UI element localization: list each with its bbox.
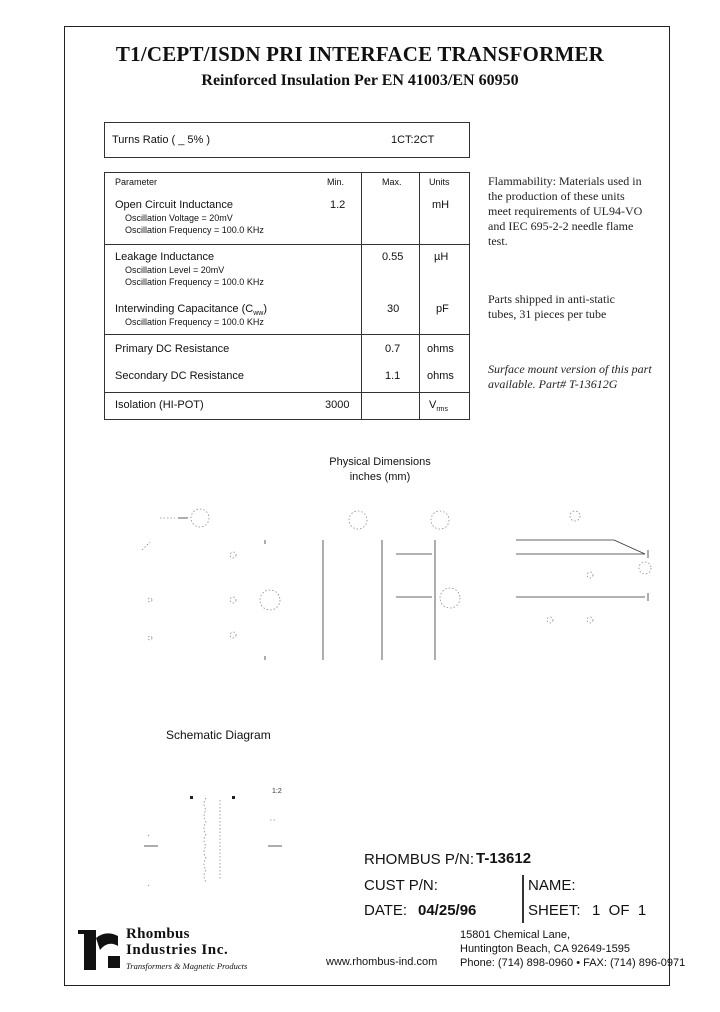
ocl-label: Open Circuit Inductance bbox=[115, 199, 234, 211]
dimension-drawings bbox=[120, 500, 670, 680]
dimensions-heading: Physical Dimensions bbox=[329, 456, 431, 468]
note-line: available. Part# T-13612G bbox=[488, 377, 618, 391]
isolation-units-sub: rms bbox=[436, 406, 449, 414]
flammability-note bbox=[488, 174, 663, 249]
primary-dcr-units: ohms bbox=[427, 343, 454, 355]
col-divider-min bbox=[361, 173, 362, 419]
primary-dcr-max: 0.7 bbox=[385, 343, 401, 355]
note-line: tubes, 31 pieces per tube bbox=[488, 307, 607, 321]
schematic-ratio: 1:2 bbox=[272, 788, 282, 795]
rhombus-logo-icon bbox=[76, 926, 124, 972]
col-divider-max bbox=[419, 173, 420, 419]
secondary-dcr-units: ohms bbox=[427, 370, 454, 382]
turns-ratio-value: 1CT:2CT bbox=[391, 134, 435, 146]
page-subtitle: Reinforced Insulation Per EN 41003/EN 60950 bbox=[201, 72, 519, 89]
note-line: Parts shipped in anti-static bbox=[488, 292, 615, 306]
interwinding-label bbox=[115, 303, 267, 317]
leakage-units: µH bbox=[434, 251, 449, 263]
company-tagline: Transformers & Magnetic Products bbox=[126, 961, 248, 971]
note-line: Surface mount version of this part bbox=[488, 362, 652, 376]
interwinding-max: 30 bbox=[387, 303, 400, 315]
company-name-line2: Industries Inc. bbox=[126, 942, 229, 958]
row-divider bbox=[105, 334, 469, 335]
interwinding-condition: Oscillation Frequency = 100.0 KHz bbox=[125, 317, 264, 327]
header-units: Units bbox=[429, 177, 450, 187]
dimensions-title bbox=[300, 455, 460, 485]
turns-ratio-label: Turns Ratio ( _ 5% ) bbox=[112, 134, 211, 146]
interwinding-label-sub: ww bbox=[253, 310, 264, 318]
sheet-label: SHEET: bbox=[528, 902, 581, 919]
header-min: Min. bbox=[327, 177, 345, 187]
rhombus-pn-label: RHOMBUS P/N: bbox=[364, 851, 475, 868]
note-line: the production of these units bbox=[488, 189, 625, 203]
ocl-condition: Oscillation Frequency = 100.0 KHz bbox=[125, 225, 264, 235]
shipping-note bbox=[488, 292, 663, 322]
leakage-label: Leakage Inductance bbox=[115, 251, 215, 263]
company-website[interactable]: www.rhombus-ind.com bbox=[326, 956, 438, 968]
ocl-units: mH bbox=[432, 199, 450, 211]
ocl-min: 1.2 bbox=[330, 199, 346, 211]
row-divider bbox=[105, 392, 469, 393]
schematic-title: Schematic Diagram bbox=[166, 728, 271, 742]
secondary-dcr-max: 1.1 bbox=[385, 370, 401, 382]
smd-note bbox=[488, 362, 668, 392]
header-parameter: Parameter bbox=[115, 177, 158, 187]
company-address bbox=[460, 928, 685, 970]
page-title: T1/CEPT/ISDN PRI INTERFACE TRANSFORMER bbox=[115, 42, 605, 66]
isolation-units-text: V bbox=[429, 399, 437, 411]
phone-fax: Phone: (714) 898-0960 • FAX: (714) 896-0971 bbox=[460, 957, 686, 969]
interwinding-units: pF bbox=[436, 303, 449, 315]
isolation-min: 3000 bbox=[325, 399, 350, 411]
spec-table bbox=[104, 172, 470, 420]
cust-pn-label: CUST P/N: bbox=[364, 877, 438, 894]
isolation-units bbox=[429, 399, 448, 413]
primary-dcr-label: Primary DC Resistance bbox=[115, 343, 230, 355]
note-line: meet requirements of UL94-VO bbox=[488, 204, 643, 218]
address-line: 15801 Chemical Lane, bbox=[460, 929, 571, 941]
note-line: test. bbox=[488, 234, 508, 248]
date-label: DATE: bbox=[364, 902, 408, 919]
leakage-condition: Oscillation Frequency = 100.0 KHz bbox=[125, 277, 264, 287]
note-line: and IEC 695-2-2 needle flame bbox=[488, 219, 634, 233]
isolation-label: Isolation (HI-POT) bbox=[115, 399, 204, 411]
header-max: Max. bbox=[382, 177, 402, 187]
interwinding-label-end: ) bbox=[263, 303, 267, 315]
note-line: Flammability: Materials used in bbox=[488, 174, 642, 188]
company-name-line1: Rhombus bbox=[126, 926, 190, 942]
interwinding-label-text: Interwinding Capacitance (C bbox=[115, 303, 254, 315]
name-label: NAME: bbox=[528, 877, 576, 894]
ocl-condition: Oscillation Voltage = 20mV bbox=[125, 213, 233, 223]
address-line: Huntington Beach, CA 92649-1595 bbox=[460, 943, 631, 955]
date-value: 04/25/96 bbox=[418, 902, 477, 919]
leakage-condition: Oscillation Level = 20mV bbox=[125, 265, 225, 275]
row-divider bbox=[105, 244, 469, 245]
rhombus-pn-value: T-13612 bbox=[476, 850, 532, 867]
secondary-dcr-label: Secondary DC Resistance bbox=[115, 370, 245, 382]
leakage-max: 0.55 bbox=[382, 251, 404, 263]
dimensions-units: inches (mm) bbox=[349, 471, 411, 483]
schematic-diagram bbox=[140, 790, 300, 900]
turns-ratio-box bbox=[104, 122, 470, 158]
title-block-divider bbox=[522, 875, 524, 923]
sheet-value: 1 OF 1 bbox=[592, 902, 647, 919]
